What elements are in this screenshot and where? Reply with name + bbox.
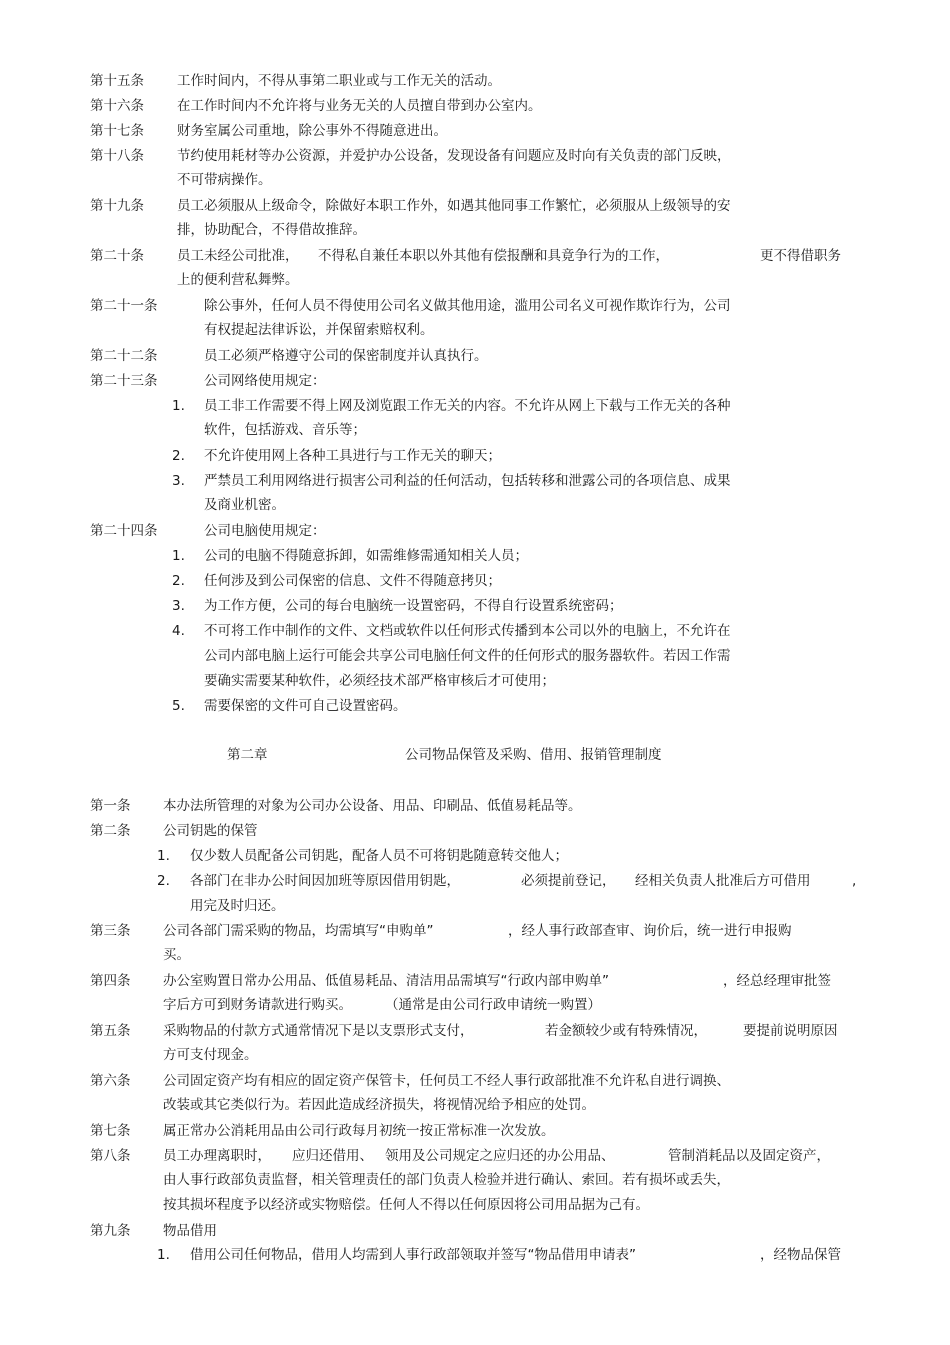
article-label: 第二十三条 bbox=[90, 373, 158, 389]
article-text: 改装或其它类似行为。若因此造成经济损失，将视情况给予相应的处罚。 bbox=[163, 1097, 595, 1113]
article-label: 第二十二条 bbox=[90, 348, 158, 364]
article-label: 第五条 bbox=[90, 1023, 131, 1039]
list-item: 软件，包括游戏、音乐等； bbox=[204, 422, 366, 438]
article-text: 办公室购置日常办公用品、低值易耗品、清洁用品需填写“行政内部申购单” bbox=[163, 973, 609, 989]
article-text: 公司网络使用规定： bbox=[204, 373, 326, 389]
list-number: 4. bbox=[172, 623, 185, 639]
article-text: （通常是由公司行政申请统一购置） bbox=[385, 997, 601, 1013]
article-text: 有权提起法律诉讼，并保留索赔权利。 bbox=[204, 322, 434, 338]
list-number: 2. bbox=[172, 448, 185, 464]
article-text: 公司电脑使用规定： bbox=[204, 523, 326, 539]
article-text: 员工必须严格遵守公司的保密制度并认真执行。 bbox=[204, 348, 488, 364]
article-text: 方可支付现金。 bbox=[163, 1047, 258, 1063]
list-item: 用完及时归还。 bbox=[190, 898, 285, 914]
list-item: 要确实需要某种软件，必须经技术部严格审核后才可使用； bbox=[204, 673, 555, 689]
article-label: 第六条 bbox=[90, 1073, 131, 1089]
list-number: 2. bbox=[172, 573, 185, 589]
article-text: 本办法所管理的对象为公司办公设备、用品、印刷品、低值易耗品等。 bbox=[163, 798, 582, 814]
article-text: 领用及公司规定之应归还的办公用品、 bbox=[385, 1148, 615, 1164]
article-label: 第十九条 bbox=[90, 198, 144, 214]
article-text: 由人事行政部负责监督，相关管理责任的部门负责人检验并进行确认、索回。若有损坏或丢失， bbox=[163, 1172, 730, 1188]
article-label: 第九条 bbox=[90, 1223, 131, 1239]
article-text: 在工作时间内不允许将与业务无关的人员擅自带到办公室内。 bbox=[177, 98, 542, 114]
article-text: 不得私自兼任本职以外其他有偿报酬和具竟争行为的工作， bbox=[318, 248, 669, 264]
article-label: 第四条 bbox=[90, 973, 131, 989]
list-item: 严禁员工利用网络进行损害公司利益的任何活动，包括转移和泄露公司的各项信息、成果 bbox=[204, 473, 731, 489]
list-number: 1. bbox=[157, 1247, 170, 1263]
article-label: 第二条 bbox=[90, 823, 131, 839]
article-label: 第二十一条 bbox=[90, 298, 158, 314]
article-text: 节约使用耗材等办公资源，并爱护办公设备，发现设备有问题应及时向有关负责的部门反映， bbox=[177, 148, 731, 164]
article-text: 采购物品的付款方式通常情况下是以支票形式支付， bbox=[163, 1023, 474, 1039]
list-number: 2. bbox=[157, 873, 170, 889]
article-text: 物品借用 bbox=[163, 1223, 217, 1239]
article-text: 工作时间内，不得从事第二职业或与工作无关的活动。 bbox=[177, 73, 501, 89]
article-text: 财务室属公司重地，除公事外不得随意进出。 bbox=[177, 123, 447, 139]
article-text: 排，协助配合，不得借故推辞。 bbox=[177, 222, 366, 238]
list-item: 公司的电脑不得随意拆卸，如需维修需通知相关人员； bbox=[204, 548, 528, 564]
article-label: 第十七条 bbox=[90, 123, 144, 139]
list-item: 经相关负责人批准后方可借用 bbox=[635, 873, 811, 889]
article-text: 公司钥匙的保管 bbox=[163, 823, 258, 839]
chapter-label: 第二章 bbox=[227, 747, 268, 763]
article-text: 员工办理离职时， bbox=[163, 1148, 271, 1164]
chapter-title: 公司物品保管及采购、借用、报销管理制度 bbox=[405, 747, 662, 763]
list-item: 必须提前登记， bbox=[521, 873, 616, 889]
article-text: 公司固定资产均有相应的固定资产保管卡，任何员工不经人事行政部批准不允许私自进行调换、 bbox=[163, 1073, 730, 1089]
article-text: 员工未经公司批准， bbox=[177, 248, 299, 264]
article-text: 上的便利营私舞弊。 bbox=[177, 272, 299, 288]
list-number: 1. bbox=[157, 848, 170, 864]
list-item: 不可将工作中制作的文件、文档或软件以任何形式传播到本公司以外的电脑上，不允许在 bbox=[204, 623, 731, 639]
article-text: 要提前说明原因 bbox=[743, 1023, 838, 1039]
article-label: 第十五条 bbox=[90, 73, 144, 89]
list-item: 各部门在非办公时间因加班等原因借用钥匙， bbox=[190, 873, 460, 889]
article-text: 字后方可到财务请款进行购买。 bbox=[163, 997, 352, 1013]
list-number: 5. bbox=[172, 698, 185, 714]
list-item: 公司内部电脑上运行可能会共享公司电脑任何文件的任何形式的服务器软件。若因工作需 bbox=[204, 648, 731, 664]
article-text: 应归还借用、 bbox=[292, 1148, 373, 1164]
article-label: 第八条 bbox=[90, 1148, 131, 1164]
list-item: 及商业机密。 bbox=[204, 497, 285, 513]
article-label: 第十八条 bbox=[90, 148, 144, 164]
article-label: 第三条 bbox=[90, 923, 131, 939]
article-label: 第一条 bbox=[90, 798, 131, 814]
article-text: ，经总经理审批签 bbox=[723, 973, 831, 989]
list-item: ，经物品保管 bbox=[760, 1247, 841, 1263]
article-text: 管制消耗品以及固定资产， bbox=[668, 1148, 830, 1164]
list-item: 员工非工作需要不得上网及浏览跟工作无关的内容。不允许从网上下载与工作无关的各种 bbox=[204, 398, 731, 414]
article-label: 第十六条 bbox=[90, 98, 144, 114]
article-label: 第七条 bbox=[90, 1123, 131, 1139]
list-item: , bbox=[852, 873, 857, 889]
list-item: 任何涉及到公司保密的信息、文件不得随意拷贝； bbox=[204, 573, 501, 589]
list-item: 不允许使用网上各种工具进行与工作无关的聊天； bbox=[204, 448, 501, 464]
article-text: 不可带病操作。 bbox=[177, 172, 272, 188]
list-number: 1. bbox=[172, 398, 185, 414]
article-text: 按其损坏程度予以经济或实物赔偿。任何人不得以任何原因将公司用品据为己有。 bbox=[163, 1197, 649, 1213]
article-label: 第二十条 bbox=[90, 248, 144, 264]
article-text: 更不得借职务 bbox=[760, 248, 841, 264]
list-number: 3. bbox=[172, 598, 185, 614]
article-label: 第二十四条 bbox=[90, 523, 158, 539]
list-number: 3. bbox=[172, 473, 185, 489]
article-text: 除公事外，任何人员不得使用公司名义做其他用途，滥用公司名义可视作欺诈行为，公司 bbox=[204, 298, 731, 314]
list-item: 需要保密的文件可自己设置密码。 bbox=[204, 698, 407, 714]
article-text: 属正常办公消耗用品由公司行政每月初统一按正常标准一次发放。 bbox=[163, 1123, 555, 1139]
article-text: 公司各部门需采购的物品，均需填写“申购单” bbox=[163, 923, 434, 939]
article-text: ，经人事行政部查审、询价后，统一进行申报购 bbox=[508, 923, 792, 939]
article-text: 员工必须服从上级命令，除做好本职工作外，如遇其他同事工作繁忙，必须服从上级领导的安 bbox=[177, 198, 731, 214]
list-item: 仅少数人员配备公司钥匙，配备人员不可将钥匙随意转交他人； bbox=[190, 848, 568, 864]
list-item: 借用公司任何物品，借用人均需到人事行政部领取并签写“物品借用申请表” bbox=[190, 1247, 636, 1263]
list-item: 为工作方便，公司的每台电脑统一设置密码，不得自行设置系统密码； bbox=[204, 598, 623, 614]
article-text: 买。 bbox=[163, 947, 190, 963]
article-text: 若金额较少或有特殊情况， bbox=[545, 1023, 707, 1039]
list-number: 1. bbox=[172, 548, 185, 564]
